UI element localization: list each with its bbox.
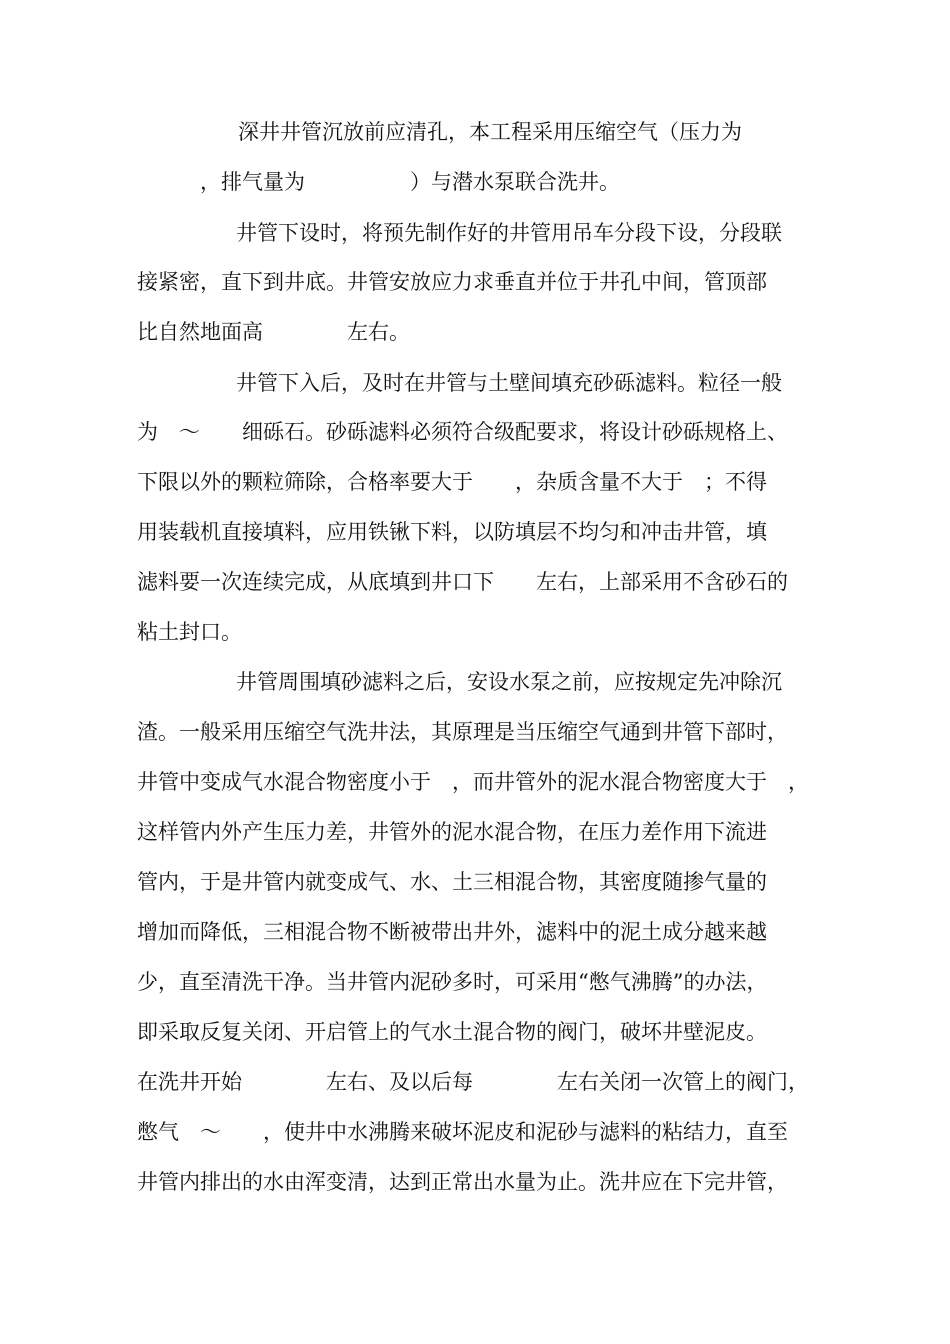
paragraph-1-line-1: 深井井管沉放前应清孔，本工程采用压缩空气（压力为 [238,120,742,144]
paragraph-4-line-9: 在洗井开始 左右、及以后每 左右关闭一次管上的阀门， [137,1070,809,1094]
paragraph-4-line-4: 这样管内外产生压力差，井管外的泥水混合物，在压力差作用下流进 [137,820,767,844]
paragraph-4-line-10: 憋气 ～ ，使井中水沸腾来破坏泥皮和泥砂与滤料的粘结力，直至 [137,1120,788,1144]
paragraph-4-line-3: 井管中变成气水混合物密度小于 ，而井管外的泥水混合物密度大于 ， [137,770,809,794]
paragraph-2-line-3: 比自然地面高 左右。 [137,320,410,344]
paragraph-4-line-6: 增加而降低，三相混合物不断被带出井外，滤料中的泥土成分越来越 [137,920,767,944]
paragraph-4-line-5: 管内，于是井管内就变成气、水、土三相混合物，其密度随掺气量的 [137,870,767,894]
paragraph-2-line-1: 井管下设时，将预先制作好的井管用吊车分段下设，分段联 [236,221,782,245]
paragraph-3-line-3: 下限以外的颗粒筛除，合格率要大于 ，杂质含量不大于 ；不得 [137,470,767,494]
paragraph-4-line-1: 井管周围填砂滤料之后，安设水泵之前，应按规定先冲除沉 [236,670,782,694]
paragraph-4-line-2: 渣。一般采用压缩空气洗井法，其原理是当压缩空气通到井管下部时， [137,720,788,744]
paragraph-4-line-11: 井管内排出的水由浑变清，达到正常出水量为止。洗井应在下完井管， [137,1170,788,1194]
paragraph-3-line-5: 滤料要一次连续完成，从底填到井口下 左右，上部采用不含砂石的 [137,570,788,594]
paragraph-4-line-8: 即采取反复关闭、开启管上的气水土混合物的阀门，破坏井壁泥皮。 [137,1020,767,1044]
paragraph-4-line-7: 少，直至清洗干净。当井管内泥砂多时，可采用“憋气沸腾”的办法， [137,970,768,994]
paragraph-3-line-1: 井管下入后，及时在井管与土壁间填充砂砾滤料。粒径一般 [236,371,782,395]
paragraph-3-line-4: 用装载机直接填料，应用铁锹下料，以防填层不均匀和冲击井管，填 [137,520,767,544]
paragraph-3-line-6: 粘土封口。 [137,620,242,644]
paragraph-3-line-2: 为 ～ 细砾石。砂砾滤料必须符合级配要求，将设计砂砾规格上、 [137,420,788,444]
paragraph-2-line-2: 接紧密，直下到井底。井管安放应力求垂直并位于井孔中间，管顶部 [137,270,767,294]
paragraph-1-line-2: ，排气量为 ）与潜水泵联合洗井。 [200,170,620,194]
